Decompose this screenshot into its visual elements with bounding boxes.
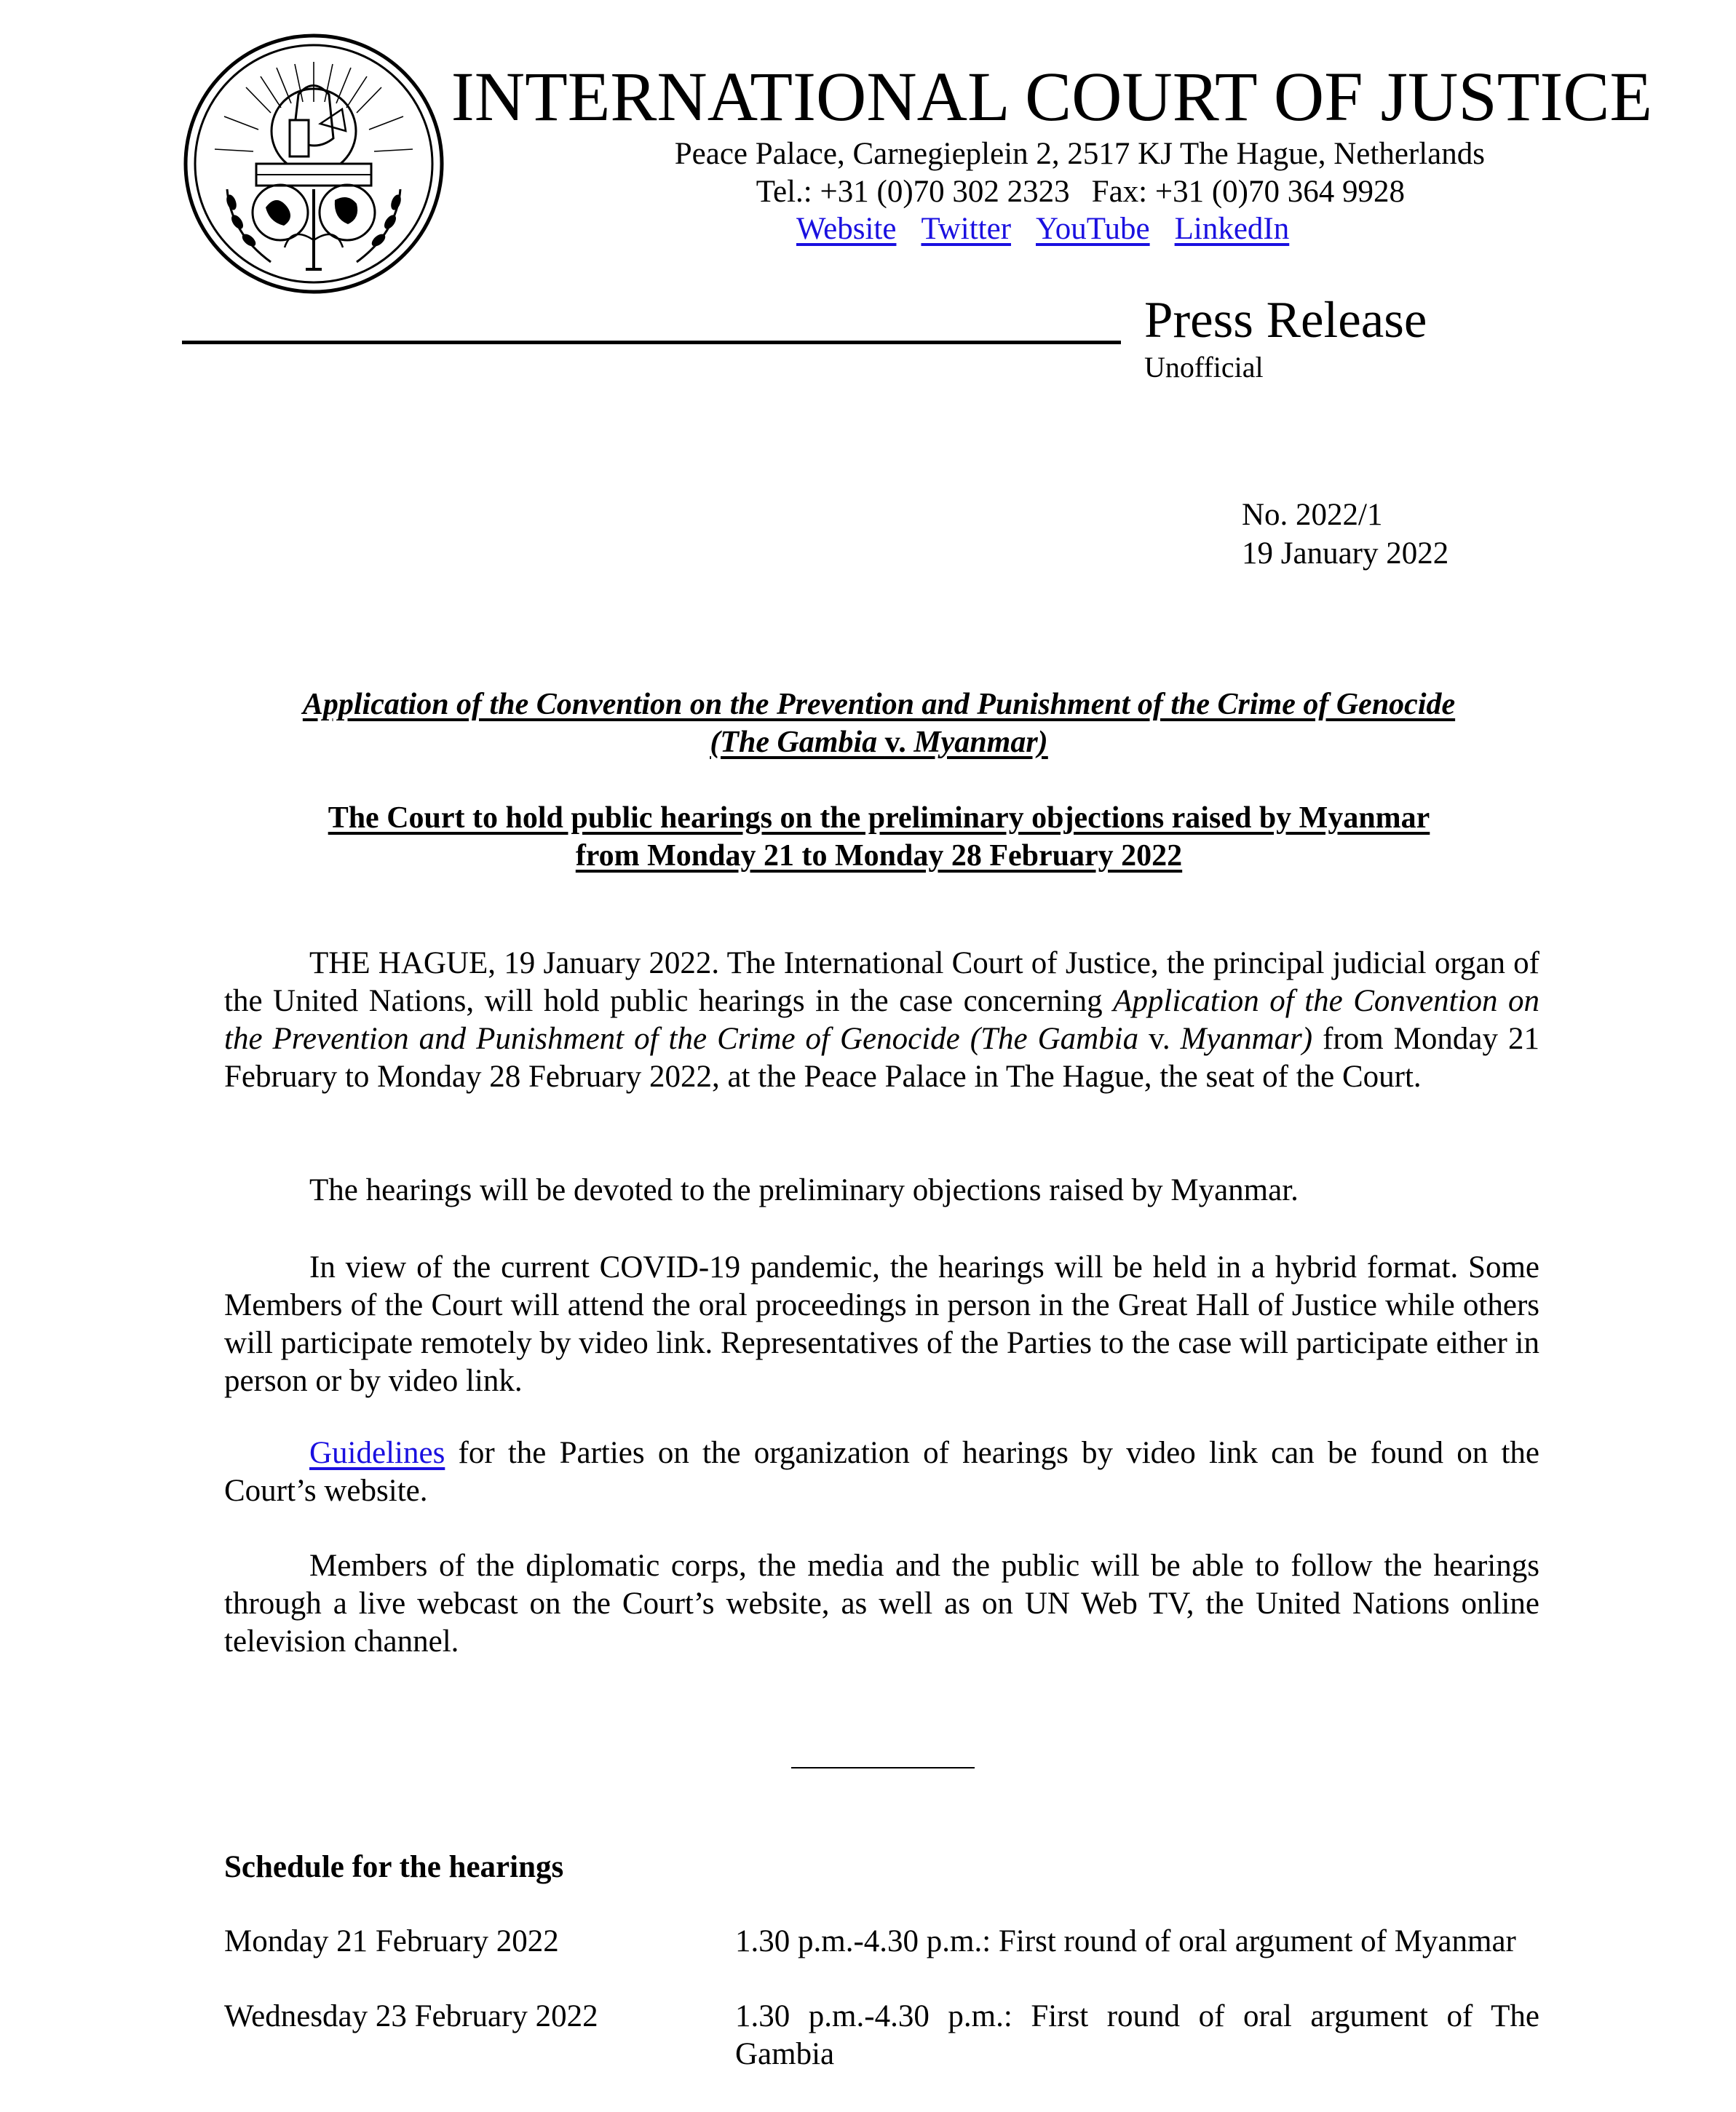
schedule-description: 1.30 p.m.-4.30 p.m.: First round of oral argument of The Gambia — [735, 1999, 1539, 2071]
twitter-link[interactable]: Twitter — [921, 212, 1012, 246]
telephone-number: Tel.: +31 (0)70 302 2323 — [756, 175, 1070, 209]
court-name: INTERNATIONAL COURT OF JUSTICE — [451, 57, 1652, 135]
case-title-line-2 — [710, 726, 1047, 759]
paragraph-text: In view of the current COVID-19 pandemic, the hearings will be held in a hybrid format. Some Members of the Court will attend the oral proceedings in person in the Great Hall of Justice while others will participate remotely by video link. Representatives of the Parties to the case will participate either in person or by video link. — [224, 1250, 1539, 1398]
case-name-part: Myanmar) — [1170, 1022, 1313, 1056]
headline-line-2: from Monday 21 to Monday 28 February 2022 — [575, 839, 1183, 873]
case-title — [218, 686, 1539, 761]
social-links — [796, 210, 1314, 248]
case-title-line-1: Application of the Convention on the Prevention and Punishment of the Crime of Genocide — [302, 688, 1456, 721]
paragraph-announcement — [224, 945, 1539, 1096]
case-versus: v. — [884, 726, 906, 759]
court-seal-emblem — [182, 22, 445, 306]
contact-numbers — [437, 173, 1405, 211]
guidelines-link[interactable]: Guidelines — [309, 1436, 445, 1470]
paragraph-text: from Monday 21 February to Monday 28 February 2022, at the Peace Palace in The Hague, the seat of the Court. — [224, 1022, 1539, 1094]
paragraph-text: The hearings will be devoted to the preliminary objections raised by Myanmar. — [309, 1173, 1299, 1207]
paragraph-hybrid-format — [224, 1249, 1539, 1400]
paragraph-text: for the Parties on the organization of hearings by video link can be found on the Court’s website. — [224, 1436, 1539, 1508]
case-party-respondent: Myanmar) — [905, 726, 1048, 759]
header-divider — [182, 341, 1121, 344]
case-versus: v. — [1149, 1022, 1170, 1056]
youtube-link[interactable]: YouTube — [1036, 212, 1150, 246]
paragraph-subject — [224, 1172, 1539, 1210]
website-link[interactable]: Website — [796, 212, 897, 246]
case-party-applicant: (The Gambia — [710, 726, 885, 759]
section-divider — [791, 1767, 975, 1768]
fax-number: Fax: +31 (0)70 364 9928 — [1091, 175, 1405, 209]
court-address: Peace Palace, Carnegieplein 2, 2517 KJ The Hague, Netherlands — [674, 137, 1485, 171]
headline-line-1: The Court to hold public hearings on the preliminary objections raised by Myanmar — [328, 801, 1430, 835]
paragraph-text: THE HAGUE, 19 January 2022. The International Court of Justice, the principal judicial organ of the United Nations, will hold public hearings in the case concerning — [224, 946, 1539, 1018]
schedule-description: 1.30 p.m.-4.30 p.m.: First round of oral argument of Myanmar — [735, 1924, 1516, 1958]
document-type: Press Release — [1144, 292, 1427, 349]
release-date: 19 January 2022 — [1242, 536, 1449, 571]
linkedin-link[interactable]: LinkedIn — [1174, 212, 1290, 246]
schedule-day: Wednesday 23 February 2022 — [224, 1999, 598, 2033]
schedule-day: Monday 21 February 2022 — [224, 1924, 559, 1958]
release-number: No. 2022/1 — [1242, 498, 1383, 532]
paragraph-guidelines — [224, 1434, 1539, 1510]
paragraph-text: Members of the diplomatic corps, the media and the public will be able to follow the hearings through a live webcast on the Court’s website, as well as on UN Web TV, the United Nations online television channel. — [224, 1549, 1539, 1659]
schedule-heading: Schedule for the hearings — [224, 1850, 564, 1884]
paragraph-webcast — [224, 1547, 1539, 1661]
press-release-headline — [218, 799, 1539, 875]
document-status: Unofficial — [1144, 351, 1264, 384]
case-name-part: Application of the Convention on the Prevention and Punishment of the Crime of Genocide (The Gambia — [224, 984, 1539, 1056]
